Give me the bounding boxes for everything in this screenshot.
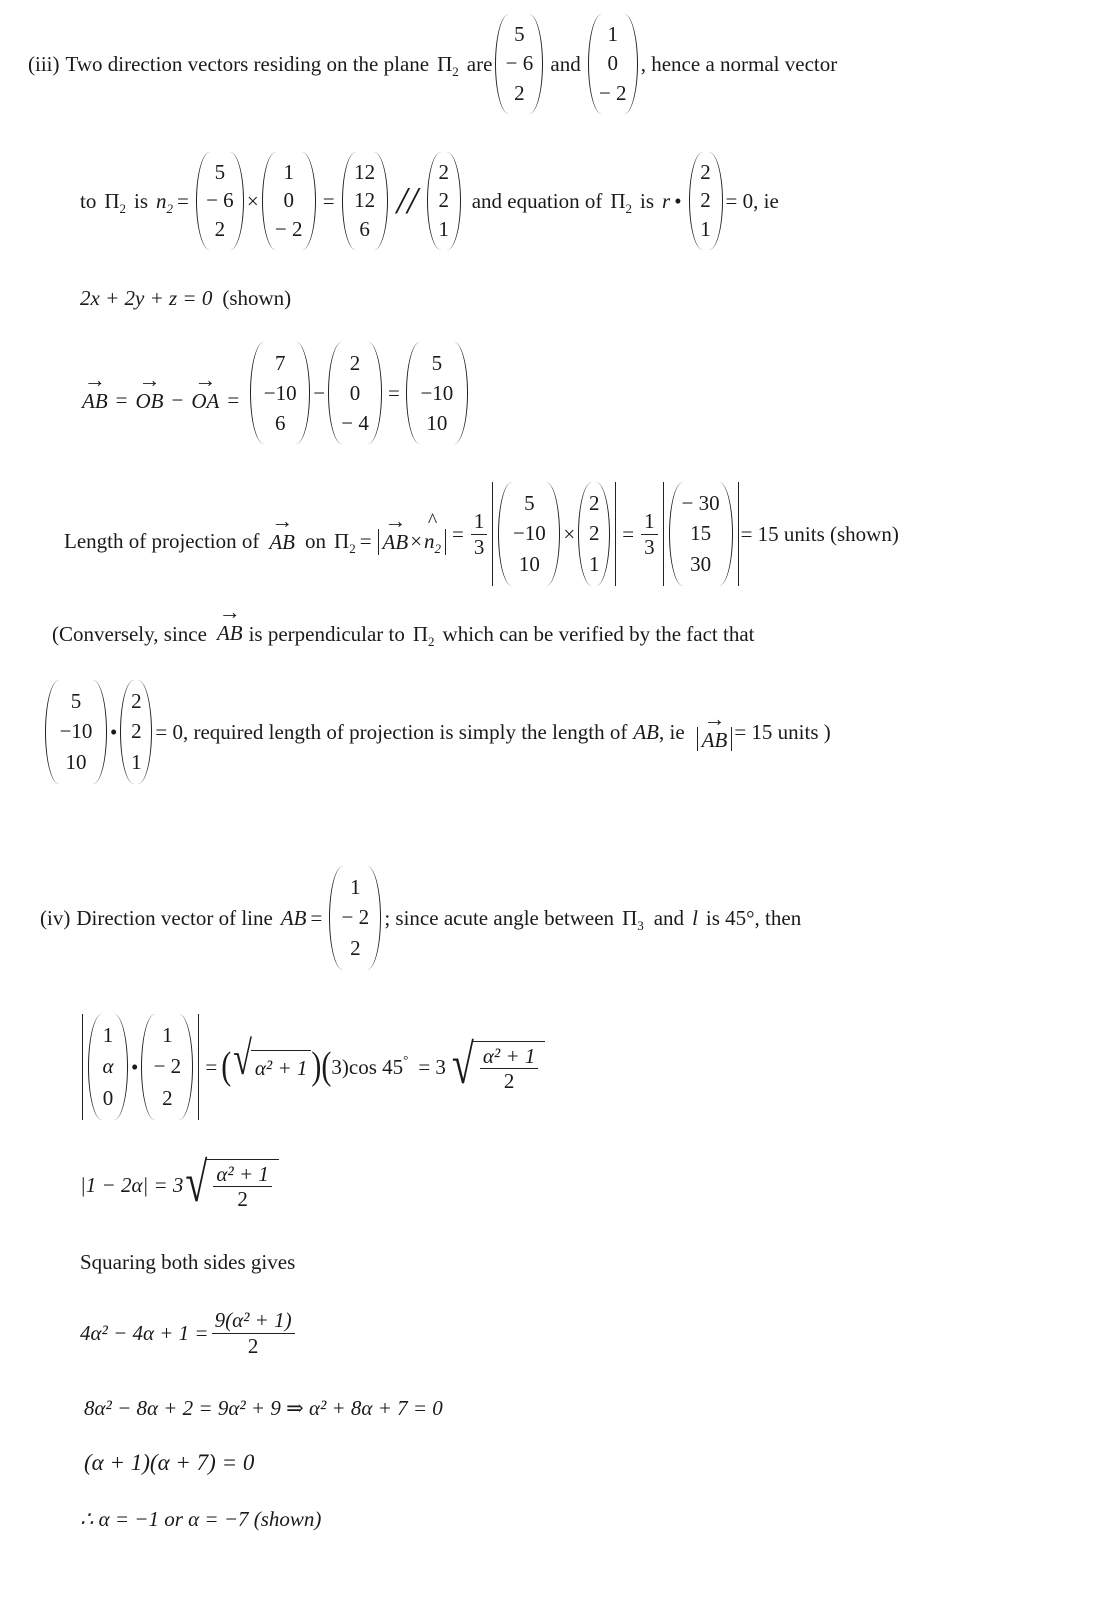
vector-ab: → AB: [216, 598, 243, 645]
vector-ab: → AB: [82, 366, 108, 413]
squared-equation-right: $\frac{\text{9(α² + 1)}}{2}$: [212, 1308, 295, 1357]
one-third: $\frac{1}{3}$: [471, 509, 488, 558]
angle-45-text: is 45°, then: [705, 905, 802, 930]
plane-symbol: $\Pi_2$: [412, 621, 435, 649]
plane-symbol: $\Pi_2$: [334, 528, 356, 556]
iii-line-5: Length of projection of → AB on $\Pi_2$ = → AB × ^ $n_2$ = $\frac{1}{3}$ 5 −10 10 × 2 2 1 = $\frac{1}{3}$ − 30 15 30 = 15 units (shown): [64, 480, 899, 588]
direction-vector-ab: 1 − 2 2: [141, 1014, 193, 1120]
ob-matrix: 7 −10 6: [250, 342, 310, 444]
normal-vector-text: , hence a normal vector: [640, 51, 838, 76]
plane-symbol: $\Pi_2$: [104, 188, 127, 216]
iv-line-3: [80, 1150, 279, 1220]
iv-line-8: [80, 1504, 321, 1534]
vector-ab: → AB: [701, 705, 728, 752]
plane-symbol: $\Pi_2$: [437, 51, 459, 79]
abs-equation: |1 − 2α| = 3: [80, 1172, 184, 1197]
sqrt-fraction: √ $\frac{\text{α² + 1}}{2}$: [452, 1041, 545, 1093]
squaring-text: Squaring both sides gives: [80, 1249, 296, 1274]
d2-matrix: 1 0 − 2: [262, 152, 316, 250]
direction-vector-1: 5 − 6 2: [495, 14, 543, 114]
squared-equation-left: 4α² − 4α + 1 =: [80, 1320, 209, 1345]
iv-intro-text: Direction vector of line: [76, 905, 273, 930]
n2-symbol: $n_2$: [156, 188, 174, 216]
iv-line-1: (iv) Direction vector of line AB = 1 − 2 2 ; since acute angle between $\Pi_3$ and l is 45°, then: [40, 866, 801, 970]
quadratic-equation: 8α² − 8α + 2 = 9α² + 9 ⇒ α² + 8α + 7 = 0: [84, 1395, 443, 1420]
iv-line-2: 1 α 0 • 1 − 2 2 = ( √ α² + 1 ) ( 3)cos 45 ° = 3 √ $\frac{\text{α² + 1}}{2}$: [80, 1014, 545, 1120]
r-symbol: r: [662, 188, 671, 213]
sqrt-alpha: √ α² + 1: [233, 1050, 311, 1084]
vector-ab: → AB: [382, 507, 409, 554]
to-text: to: [80, 188, 97, 213]
iv-line-6: [84, 1394, 443, 1422]
direction-vector-2: 1 0 − 2: [588, 14, 638, 114]
projection-cross-result: − 30 15 30: [669, 482, 733, 586]
line-l: l: [692, 905, 698, 930]
unit-normal: ^ $n_2$: [424, 509, 442, 556]
iii-line-7: 5 −10 10 • 2 2 1 = 0, required length of projection is simply the length of AB , ie → AB = 15 units ): [42, 680, 831, 784]
plane-symbol: $\Pi_2$: [610, 188, 632, 216]
normal-matrix: 2 2 1: [578, 482, 610, 586]
vector-oa: → OA: [191, 366, 220, 413]
iii-intro-text: Two direction vectors residing on the plane: [65, 51, 430, 76]
normal-matrix: 2 2 1: [120, 680, 152, 784]
projection-result: = 15 units (shown): [740, 521, 899, 546]
direction-vector-ab: 1 − 2 2: [329, 866, 381, 970]
normal-vector-eq: 2 2 1: [689, 152, 723, 250]
iii-line-6: (Conversely, since → AB is perpendicular to $\Pi_2$ which can be verified by the fact that: [52, 598, 755, 649]
cross-product-result: 12 12 6: [342, 152, 388, 250]
shown-text: (shown): [222, 285, 292, 310]
conversely-text: (Conversely, since: [52, 621, 207, 646]
cos-45-text: 3)cos 45: [331, 1054, 404, 1079]
iii-line-4: → AB = → OB − → OA = 7 −10 6 − 2 0 − 4 = 5 −10 10: [80, 342, 471, 444]
oa-matrix: 2 0 − 4: [328, 342, 382, 444]
iii-line-2: to $\Pi_2$ is $n_2$ = 5 − 6 2 × 1 0 − 2 = 12 12 6 // 2 2 1 and equation of $\Pi_2$ is r • 2 2 1 = 0, ie: [80, 152, 779, 250]
vector-ab: → AB: [269, 507, 296, 554]
part-iii-label: (iii): [28, 51, 60, 76]
iv-line-5: [80, 1300, 298, 1366]
iv-line-7: [84, 1448, 254, 1478]
conclusion: ∴ α = −1 or α = −7 (shown): [80, 1506, 322, 1531]
normal-vector: 2 2 1: [427, 152, 461, 250]
parallel-symbol: //: [396, 180, 418, 222]
eq-tail: = 0, ie: [725, 188, 779, 213]
ab-matrix: 5 −10 10: [406, 342, 468, 444]
vector-ob: → OB: [135, 366, 164, 413]
factored-equation: (α + 1)(α + 7) = 0: [84, 1450, 255, 1475]
ab-matrix: 5 −10 10: [498, 482, 560, 586]
equation-text: and equation of: [471, 188, 603, 213]
one-third: $\frac{1}{3}$: [641, 509, 658, 558]
alpha-vector: 1 α 0: [88, 1014, 128, 1120]
ab-matrix: 5 −10 10: [45, 680, 107, 784]
cartesian-equation: 2x + 2y + z = 0: [80, 285, 213, 310]
plane-3-symbol: $\Pi_3$: [622, 905, 644, 933]
is-text: is: [134, 188, 149, 213]
iv-line-4: [80, 1248, 295, 1276]
angle-text: ; since acute angle between: [384, 905, 615, 930]
projection-text: Length of projection of: [64, 528, 260, 553]
length-result: = 15 units ): [734, 719, 831, 744]
part-iv-label: (iv): [40, 905, 71, 930]
iii-line-1: [28, 14, 837, 114]
iii-line-3: [80, 284, 291, 312]
sqrt-fraction: √ $\frac{\text{α² + 1}}{2}$: [185, 1159, 278, 1211]
d1-matrix: 5 − 6 2: [196, 152, 244, 250]
are-text: are: [466, 51, 493, 76]
and-text: and: [550, 51, 581, 76]
dot-tail-text: = 0, required length of projection is simply the length of: [155, 719, 628, 744]
